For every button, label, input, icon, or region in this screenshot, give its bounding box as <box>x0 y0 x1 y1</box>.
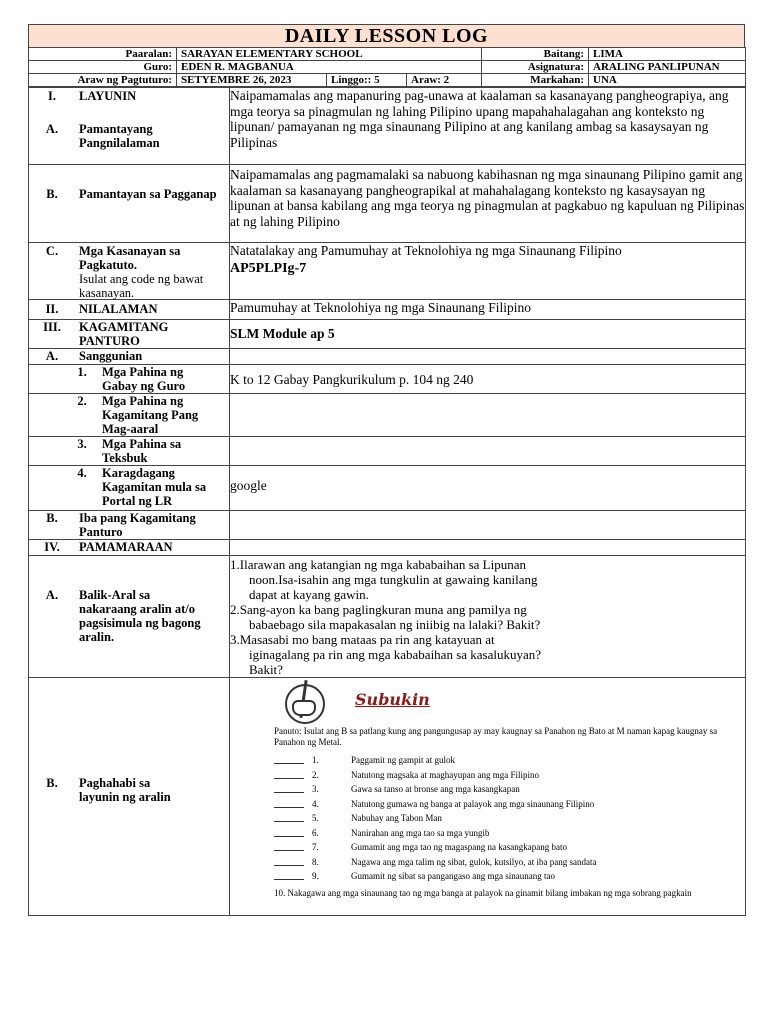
balik-aral-label: Balik-Aral sa nakaraang aralin at/o pagsisimula ng bagong aralin. <box>79 588 201 644</box>
panuto-text: Panuto: Isulat ang B sa patlang kung ang pangungusap ay may kaugnay sa Panahon ng Bato at M naman kapag kaugnay sa Panahon ng Metal. <box>274 726 718 747</box>
pamantayang-pangnilalaman-num: A. <box>45 122 59 136</box>
answer-blank[interactable] <box>274 865 304 866</box>
list-item <box>274 797 735 812</box>
subukin-block <box>230 678 745 915</box>
balik-aral-line: iginagalang pa rin ang mga kababaihan sa kasalukuyan? <box>249 647 542 662</box>
item-text: Natutong magsaka at maghayupan ang mga Filipino <box>351 769 539 780</box>
pamantayang-pangnilalaman-content: Naipamamalas ang mapanuring pag-unawa at kaalaman sa kasanayang pangheograpiya, ang mga teorya sa pinagmulan ng lahing Pilipino upang mapahahalagahan ang konteksto ng lipunan/ pamayanan ng mga sinaunang Pilipino at ang kanilang ambag sa kasaysayan ng Pilipinas <box>230 88 746 165</box>
balik-aral-line: noon.Isa-isahin ang mga tungkulin at gawaing kanilang <box>249 572 538 587</box>
kasanayan-label: Mga Kasanayan sa Pagkatuto. <box>79 244 181 272</box>
table-row <box>29 320 746 349</box>
pamamaraan-num: IV. <box>44 540 60 554</box>
list-item <box>274 840 735 855</box>
kagamitang-panturo-num: III. <box>43 320 61 334</box>
iba-pang-kagamitan-label: Iba pang Kagamitang Panturo <box>79 511 196 539</box>
list-item <box>274 782 735 797</box>
item-text: Nagawa ang mga talim ng sibat, gulok, kutsilyo, at iba pang sandata <box>351 856 597 867</box>
asignatura-label: Asignatura: <box>482 61 589 74</box>
layunin-num: I. <box>48 89 56 103</box>
kasanayan-content: Natatalakay ang Pamumuhay at Teknolohiya ng mga Sinaunang Filipino <box>230 243 622 258</box>
layunin-label: LAYUNIN <box>79 89 137 103</box>
item-number: 9. <box>312 871 319 881</box>
item-number: 4. <box>312 798 319 809</box>
sanggunian-label: Sanggunian <box>79 349 143 363</box>
item-number: 1. <box>312 755 319 765</box>
lesson-table <box>28 87 746 916</box>
nilalaman-num: II. <box>45 302 59 316</box>
item-text: Gumamit ng sibat sa pangangaso ang mga sinaunang tao <box>351 871 555 881</box>
item-text: Natutong gumawa ng banga at palayok ang mga sinaunang Filipino <box>351 798 595 809</box>
answer-blank[interactable] <box>274 850 304 851</box>
nilalaman-label: NILALAMAN <box>79 302 158 316</box>
kagamitang-pang-mag-aaral-num: 2. <box>77 394 87 408</box>
baitang-label: Baitang: <box>482 48 589 61</box>
portal-label: Karagdagang Kagamitan mula sa Portal ng LR <box>102 466 207 508</box>
kagamitang-pang-mag-aaral-label: Mga Pahina ng Kagamitang Pang Mag-aaral <box>102 394 199 436</box>
kasanayan-label-block <box>79 244 225 300</box>
list-item <box>274 768 735 783</box>
list-item <box>274 869 735 884</box>
item-number: 3. <box>312 784 319 794</box>
pamamaraan-label: PAMAMARAAN <box>79 540 173 554</box>
table-row <box>29 511 746 540</box>
portal-content: google <box>230 466 746 511</box>
table-row <box>29 243 746 300</box>
guro-value: EDEN R. MAGBANUA <box>177 61 482 74</box>
gabay-label: Mga Pahina ng Gabay ng Guro <box>102 365 186 393</box>
kagamitang-panturo-content: SLM Module ap 5 <box>230 320 746 349</box>
answer-blank[interactable] <box>274 792 304 793</box>
balik-aral-line: babaebago sila mapakasalan ng iniibig na lalaki? Bakit? <box>249 617 541 632</box>
subukin-heading: Subukin <box>355 690 430 709</box>
table-row <box>29 300 746 320</box>
item-text: Gumamit ang mga tao ng magaspang na kasangkapang bato <box>351 842 567 852</box>
item-number: 7. <box>312 842 319 852</box>
pamantayang-pangnilalaman-label: Pamantayang Pangnilalaman <box>79 122 160 150</box>
balik-aral-line: 2.Sang-ayon ka bang paglingkuran muna ang pamilya ng <box>230 602 527 617</box>
paghahabi-num: B. <box>46 776 58 790</box>
table-row <box>29 556 746 678</box>
list-item <box>274 811 735 826</box>
teksbuk-num: 3. <box>77 437 87 451</box>
guro-label: Guro: <box>29 61 177 74</box>
table-row <box>29 678 746 916</box>
asignatura-value: ARALING PANLIPUNAN <box>589 61 746 74</box>
item-text: Paggamit ng gampit at gulok <box>351 755 455 765</box>
table-row <box>29 365 746 394</box>
item-text: Nabuhay ang Tabon Man <box>351 813 442 823</box>
item-number: 8. <box>312 856 319 867</box>
paaralan-value: SARAYAN ELEMENTARY SCHOOL <box>177 48 482 61</box>
item-number: 5. <box>312 813 319 823</box>
answer-blank[interactable] <box>274 879 304 880</box>
markahan-label: Markahan: <box>482 74 589 87</box>
baitang-value: LIMA <box>589 48 746 61</box>
portal-num: 4. <box>77 466 87 480</box>
kasanayan-sublabel: Isulat ang code ng bawat kasanayan. <box>79 272 204 300</box>
answer-blank[interactable] <box>274 807 304 808</box>
list-item <box>274 753 735 768</box>
kasanayan-code: AP5PLPIg-7 <box>230 260 307 276</box>
list-item <box>274 855 735 870</box>
pamantayan-sa-pagganap-content: Naipamamalas ang pagmamalaki sa nabuong kabihasnan ng mga sinaunang Pilipino gamit ang kaalaman sa kasanayang pangheograpikal at mahahalagang konteksto ng kasaysayan ng lipunan at bansa kabilang ang mga teorya ng pinagmulan at pagkabuo ng kapuluan ng Pilipinas at ng lahing Pilipino <box>230 165 746 243</box>
table-row <box>29 466 746 511</box>
balik-aral-line: 1.Ilarawan ang katangian ng mga kababaihan sa Lipunan <box>230 557 526 572</box>
kasanayan-num: C. <box>45 244 59 258</box>
pamantayan-sa-pagganap-num: B. <box>46 187 58 201</box>
lesson-log-page <box>28 24 745 916</box>
item-number: 6. <box>312 827 319 838</box>
subukin-items <box>274 753 735 884</box>
teksbuk-label: Mga Pahina sa Teksbuk <box>102 437 182 465</box>
araw-ng-pagtuturo-value: SETYEMBRE 26, 2023 <box>177 74 327 87</box>
balik-aral-num: A. <box>45 588 59 602</box>
kagamitang-panturo-label: KAGAMITANG PANTURO <box>79 320 169 348</box>
gabay-num: 1. <box>77 365 87 379</box>
answer-blank[interactable] <box>274 763 304 764</box>
item-text: Gawa sa tanso at bronse ang mga kasangkapan <box>351 784 520 794</box>
nilalaman-content: Pamumuhay at Teknolohiya ng mga Sinaunang Filipino <box>230 300 746 320</box>
araw-value: Araw: 2 <box>407 74 482 87</box>
table-row <box>29 165 746 243</box>
balik-aral-line: 3.Masasabi mo bang mataas pa rin ang katayuan at <box>230 632 495 647</box>
table-row <box>29 88 746 165</box>
sanggunian-num: A. <box>45 349 59 363</box>
pamantayan-sa-pagganap-label: Pamantayan sa Pagganap <box>79 187 217 201</box>
iba-pang-kagamitan-num: B. <box>46 511 58 525</box>
balik-aral-line: dapat at kayang gawin. <box>249 587 369 602</box>
markahan-value: UNA <box>589 74 746 87</box>
araw-ng-pagtuturo-label: Araw ng Pagtuturo: <box>29 74 177 87</box>
answer-blank[interactable] <box>274 821 304 822</box>
item-number: 2. <box>312 769 319 780</box>
paaralan-label: Paaralan: <box>29 48 177 61</box>
header-table <box>28 47 746 87</box>
answer-blank[interactable] <box>274 778 304 779</box>
hand-icon <box>292 700 316 716</box>
linggo-value: Linggo:: 5 <box>327 74 407 87</box>
list-item <box>274 826 735 841</box>
gabay-content: K to 12 Gabay Pangkurikulum p. 104 ng 240 <box>230 365 746 394</box>
paghahabi-label: Paghahabi sa layunin ng aralin <box>79 776 171 804</box>
table-row <box>29 349 746 365</box>
table-row <box>29 540 746 556</box>
table-row <box>29 437 746 466</box>
table-row <box>29 394 746 437</box>
answer-blank[interactable] <box>274 836 304 837</box>
balik-aral-line: Bakit? <box>249 662 283 677</box>
subukin-item-10: 10. Nakagawa ang mga sinaunang tao ng mga banga at palayok na ginamit bilang imbakan ng mga sobrang pagkain <box>274 888 692 898</box>
page-title: DAILY LESSON LOG <box>28 24 745 47</box>
item-text: Nanirahan ang mga tao sa mga yungib <box>351 827 490 838</box>
